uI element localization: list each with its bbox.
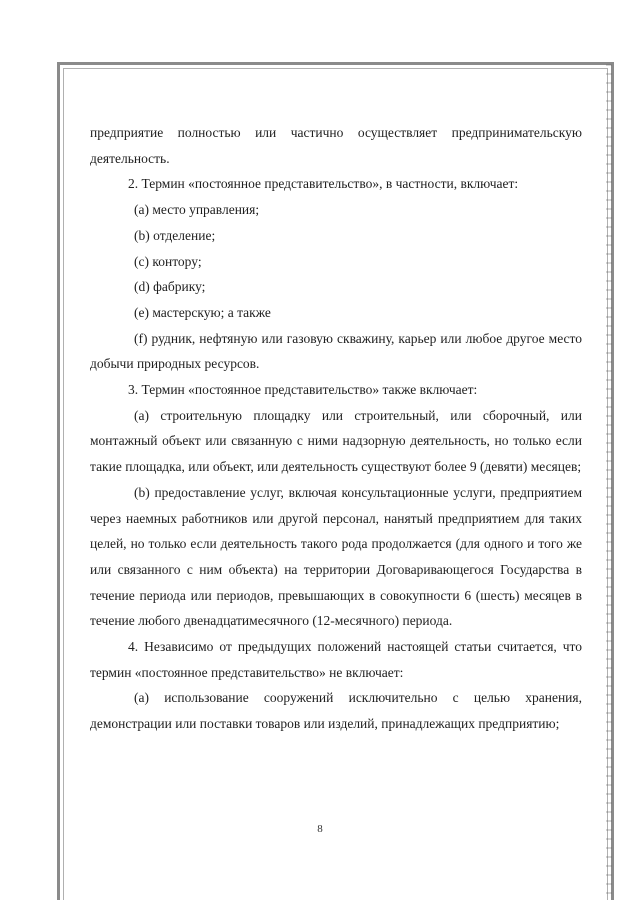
continuation-paragraph: предприятие полностью или частично осуществляет предпринимательскую деятельность. xyxy=(90,125,582,166)
clause-4-item-a: (a) использование сооружений исключительно с целью хранения, демонстрации или поставки товаров или изделий, принадлежащих предприятию; xyxy=(90,690,582,732)
clause-2-item-a: (a) место управления; xyxy=(134,202,260,218)
document-body xyxy=(90,120,582,737)
page-number: 8 xyxy=(317,823,323,835)
clause-4: 4. Независимо от предыдущих положений настоящей статьи считается, что термин «постоянное представительство» не включает: xyxy=(90,639,582,680)
clause-3-item-a: (a) строительную площадку или строительный, или сборочный, или монтажный объект или связанную с ними надзорную деятельность, но только если такие площадка, или объект, или деятельность существуют более 9 (девяти) месяцев; xyxy=(90,407,582,475)
clause-3: 3. Термин «постоянное представительство» также включает: xyxy=(128,382,478,398)
scan-artifact xyxy=(606,64,612,894)
clause-2-item-d: (d) фабрику; xyxy=(134,279,206,295)
clause-3-item-b: (b) предоставление услуг, включая консультационные услуги, предприятием через наемных работников или другой персонал, нанятый предприятием для таких целей, но только если деятельность такого рода продолжается (для одного и того же или связанного с ним объекта) на территории Договаривающегося Государства в течение периода или периодов, превышающих в совокупности 6 (шесть) месяцев в течение любого двенадцатимесячного (12-месячного) периода. xyxy=(90,484,582,629)
clause-2-item-c: (c) контору; xyxy=(134,253,202,269)
clause-2-item-b: (b) отделение; xyxy=(134,227,216,243)
clause-2-item-e: (e) мастерскую; а также xyxy=(134,304,271,320)
clause-2-item-f: (f) рудник, нефтяную или газовую скважину, карьер или любое другое место добычи природных ресурсов. xyxy=(90,330,582,372)
clause-2: 2. Термин «постоянное представительство», в частности, включает: xyxy=(128,176,519,192)
